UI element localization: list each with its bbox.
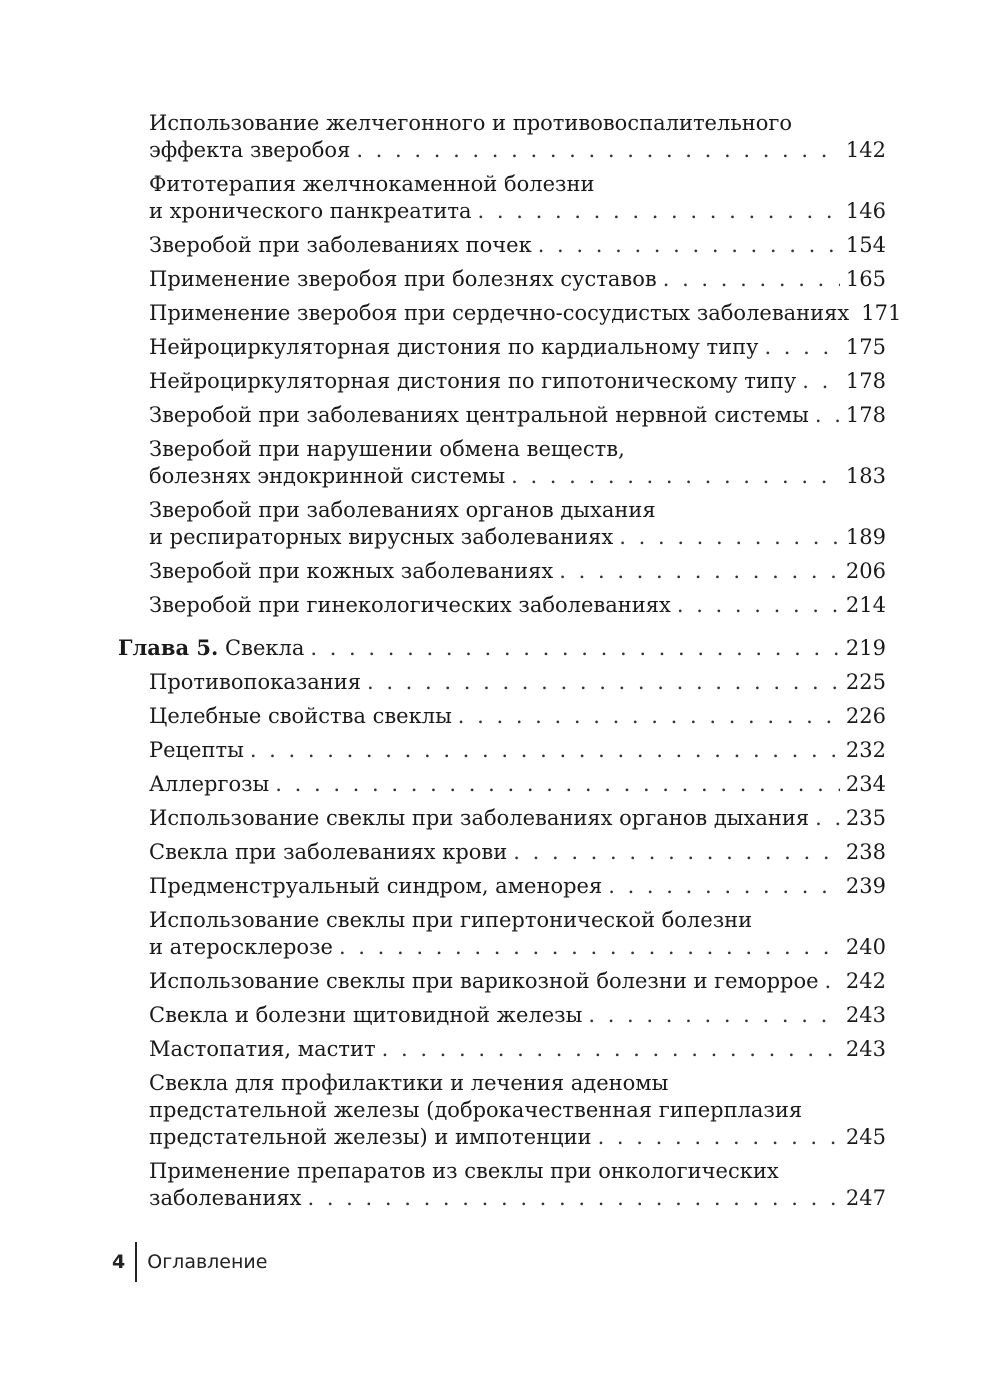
toc-entry-last-line — [149, 592, 886, 619]
toc-entry-title-text: Нейроциркуляторная дистония по гипотоническому типу — [149, 369, 797, 393]
toc-page-number: 243 — [845, 1003, 886, 1027]
dot-leader — [559, 558, 840, 585]
toc-entry[interactable] — [118, 669, 886, 696]
toc-entry-title-text: Противопоказания — [149, 670, 361, 694]
toc-page-number: 154 — [845, 233, 886, 257]
toc-entry-title — [149, 737, 244, 764]
toc-entry-title-text: и хронического панкреатита — [149, 199, 472, 223]
dot-leader — [356, 137, 840, 164]
dot-leader — [339, 934, 840, 961]
toc-entry-title — [149, 334, 758, 361]
dot-leader — [677, 592, 840, 619]
toc-entry-last-line — [149, 934, 886, 961]
toc-entry-title-text: и респираторных вирусных заболеваниях — [149, 525, 614, 549]
toc-entry-last-line — [149, 771, 886, 798]
toc-entry-title-line: Использование свеклы при гипертонической болезни — [149, 908, 753, 932]
dot-leader — [511, 463, 840, 490]
dot-leader — [815, 805, 840, 832]
toc-page-number: 219 — [845, 636, 886, 660]
toc-entry-title — [149, 1185, 301, 1212]
toc-entry-title-text: Свекла — [225, 636, 305, 660]
toc-entry-last-line — [149, 524, 886, 551]
toc-entry-title-text: Зверобой при гинекологических заболеваниях — [149, 593, 671, 617]
toc-entry-title-line: Фитотерапия желчнокаменной болезни — [149, 172, 595, 196]
footer-divider — [135, 1242, 137, 1282]
toc-page-number: 240 — [845, 935, 886, 959]
dot-leader — [825, 968, 840, 995]
running-header-label: Оглавление — [147, 1251, 268, 1273]
toc-entry-last-line — [149, 1185, 886, 1212]
toc-entry-title-text: Свекла и болезни щитовидной железы — [149, 1003, 583, 1027]
toc-page-number: 226 — [845, 704, 886, 728]
toc-entry-title — [149, 402, 809, 429]
page-footer — [112, 1242, 267, 1282]
toc-entry[interactable] — [118, 497, 886, 551]
toc-entry-title-text: Целебные свойства свеклы — [149, 704, 452, 728]
toc-entry-title-line: Свекла для профилактики и лечения аденомы — [149, 1071, 669, 1095]
toc-entry-last-line — [149, 266, 886, 293]
toc-entry-title-text: Свекла при заболеваниях крови — [149, 840, 508, 864]
toc-page-number: 225 — [845, 670, 886, 694]
toc-entry-title — [149, 703, 452, 730]
toc-entry-title-text: Применение зверобоя при болезнях суставов — [149, 267, 657, 291]
toc-entry[interactable] — [118, 968, 886, 995]
toc-entry[interactable] — [118, 805, 886, 832]
dot-leader — [764, 334, 839, 361]
toc-chapter-entry[interactable] — [118, 634, 886, 662]
dot-leader — [608, 873, 840, 900]
toc-entry-last-line — [118, 634, 886, 662]
toc-entry-last-line — [149, 558, 886, 585]
toc-entry[interactable] — [118, 368, 886, 395]
toc-entry-title — [118, 634, 304, 662]
toc-entry-last-line — [149, 1124, 886, 1151]
toc-entry[interactable] — [118, 266, 886, 293]
toc-entry[interactable] — [118, 703, 886, 730]
toc-entry[interactable] — [118, 1036, 886, 1063]
toc-page-number: 183 — [845, 464, 886, 488]
toc-entry[interactable] — [118, 1158, 886, 1212]
toc-entry-title — [149, 968, 819, 995]
toc-page-number: 245 — [845, 1125, 886, 1149]
dot-leader — [275, 771, 840, 798]
toc-entry[interactable] — [118, 907, 886, 961]
toc-entry[interactable] — [118, 436, 886, 490]
toc-entry-title-text: Использование свеклы при варикозной болезни и геморрое — [149, 969, 819, 993]
toc-entry-title — [149, 266, 657, 293]
toc-entry-title-text: и атеросклерозе — [149, 935, 333, 959]
toc-entry[interactable] — [118, 839, 886, 866]
toc-page-number: 242 — [845, 969, 886, 993]
toc-entry-last-line — [149, 737, 886, 764]
toc-entry-last-line — [149, 839, 886, 866]
toc-entry-title-line: Применение препаратов из свеклы при онкологических — [149, 1159, 779, 1183]
toc-entry-title — [149, 198, 472, 225]
toc-entry-title — [149, 300, 849, 327]
table-of-contents — [118, 110, 902, 1219]
dot-leader — [815, 402, 840, 429]
toc-entry-title-text: болезнях эндокринной системы — [149, 464, 506, 488]
toc-entry[interactable] — [118, 232, 886, 259]
toc-page-number: 243 — [845, 1037, 886, 1061]
toc-page-number: 238 — [845, 840, 886, 864]
page-number: 4 — [112, 1251, 126, 1273]
toc-entry[interactable] — [118, 402, 886, 429]
toc-page-number: 178 — [845, 369, 886, 393]
toc-entry-title-text: Зверобой при кожных заболеваниях — [149, 559, 554, 583]
toc-entry-title — [149, 934, 333, 961]
toc-entry-last-line — [149, 669, 886, 696]
toc-entry-last-line — [149, 300, 902, 327]
toc-entry-last-line — [149, 232, 886, 259]
toc-entry-title-line: Зверобой при заболеваниях органов дыхания — [149, 498, 656, 522]
toc-page-number: 178 — [845, 403, 886, 427]
toc-entry-title-text: Зверобой при заболеваниях почек — [149, 233, 532, 257]
toc-entry-title — [149, 839, 507, 866]
toc-entry-title-text: Нейроциркуляторная дистония по кардиальному типу — [149, 335, 759, 359]
toc-entry[interactable] — [118, 771, 886, 798]
toc-entry-last-line — [149, 137, 886, 164]
toc-entry-title — [149, 1124, 592, 1151]
toc-entry-last-line — [149, 1002, 886, 1029]
toc-entry-title — [149, 232, 532, 259]
toc-entry-title — [149, 592, 671, 619]
toc-entry[interactable] — [118, 873, 886, 900]
toc-entry-last-line — [149, 402, 886, 429]
toc-entry-title-text: Мастопатия, мастит — [149, 1037, 376, 1061]
toc-page-number: 247 — [845, 1186, 886, 1210]
dot-leader — [367, 669, 840, 696]
dot-leader — [619, 524, 840, 551]
toc-page-number: 189 — [845, 525, 886, 549]
toc-entry-title-text: заболеваниях — [149, 1186, 302, 1210]
toc-entry-title — [149, 524, 613, 551]
toc-entry-title — [149, 463, 505, 490]
toc-entry-title-text: Зверобой при заболеваниях центральной нервной системы — [149, 403, 809, 427]
dot-leader — [307, 1185, 839, 1212]
toc-entry-title-line: Использование желчегонного и противовоспалительного — [149, 111, 793, 135]
toc-page-number: 214 — [845, 593, 886, 617]
toc-page-number: 235 — [845, 806, 886, 830]
toc-entry-last-line — [149, 334, 886, 361]
toc-entry[interactable] — [118, 1002, 886, 1029]
toc-entry[interactable] — [118, 1070, 886, 1151]
toc-entry-title-line: Зверобой при нарушении обмена веществ, — [149, 437, 625, 461]
toc-entry[interactable] — [118, 300, 902, 327]
toc-entry-title-text: Применение зверобоя при сердечно-сосудистых заболеваниях — [149, 301, 850, 325]
toc-entry-last-line — [149, 463, 886, 490]
toc-page-number: 175 — [845, 335, 886, 359]
toc-entry-last-line — [149, 368, 886, 395]
toc-entry-title — [149, 137, 350, 164]
dot-leader — [458, 703, 840, 730]
toc-page-number: 232 — [845, 738, 886, 762]
toc-entry-title-text: эффекта зверобоя — [149, 138, 351, 162]
toc-entry[interactable] — [118, 592, 886, 619]
toc-page-number: 239 — [845, 874, 886, 898]
dot-leader — [513, 839, 840, 866]
toc-entry-title — [149, 1002, 582, 1029]
toc-page-number: 142 — [845, 138, 886, 162]
dot-leader — [663, 266, 840, 293]
toc-entry-title — [149, 1036, 376, 1063]
toc-entry[interactable] — [118, 558, 886, 585]
toc-entry-title-text: Аллергозы — [149, 772, 270, 796]
toc-entry-title — [149, 669, 361, 696]
toc-entry-last-line — [149, 805, 886, 832]
toc-entry-title-line: предстательной железы (доброкачественная гиперплазия — [149, 1098, 803, 1122]
toc-entry-title-text: предстательной железы) и импотенции — [149, 1125, 592, 1149]
dot-leader — [802, 368, 840, 395]
toc-entry-last-line — [149, 968, 886, 995]
toc-page-number: 165 — [845, 267, 886, 291]
toc-entry-title-text: Использование свеклы при заболеваниях органов дыхания — [149, 806, 810, 830]
toc-page-number: 146 — [845, 199, 886, 223]
toc-entry[interactable] — [118, 171, 886, 225]
dot-leader — [310, 635, 840, 662]
toc-entry-last-line — [149, 198, 886, 225]
toc-entry[interactable] — [118, 110, 886, 164]
dot-leader — [538, 232, 840, 259]
toc-entry[interactable] — [118, 737, 886, 764]
toc-entry-title-text: Предменструальный синдром, аменорея — [149, 874, 603, 898]
toc-page-number: 206 — [845, 559, 886, 583]
toc-entry-last-line — [149, 703, 886, 730]
chapter-label: Глава 5. — [118, 635, 219, 660]
dot-leader — [588, 1002, 840, 1029]
dot-leader — [250, 737, 840, 764]
toc-entry-last-line — [149, 873, 886, 900]
toc-entry-last-line — [149, 1036, 886, 1063]
toc-entry-title — [149, 368, 796, 395]
toc-entry-title — [149, 558, 553, 585]
dot-leader — [598, 1124, 840, 1151]
toc-entry-title — [149, 805, 809, 832]
toc-entry[interactable] — [118, 334, 886, 361]
toc-page-number: 234 — [845, 772, 886, 796]
dot-leader — [478, 198, 840, 225]
toc-page-number: 171 — [861, 301, 902, 325]
toc-entry-title-text: Рецепты — [149, 738, 244, 762]
toc-entry-title — [149, 873, 602, 900]
toc-entry-title — [149, 771, 269, 798]
dot-leader — [382, 1036, 840, 1063]
